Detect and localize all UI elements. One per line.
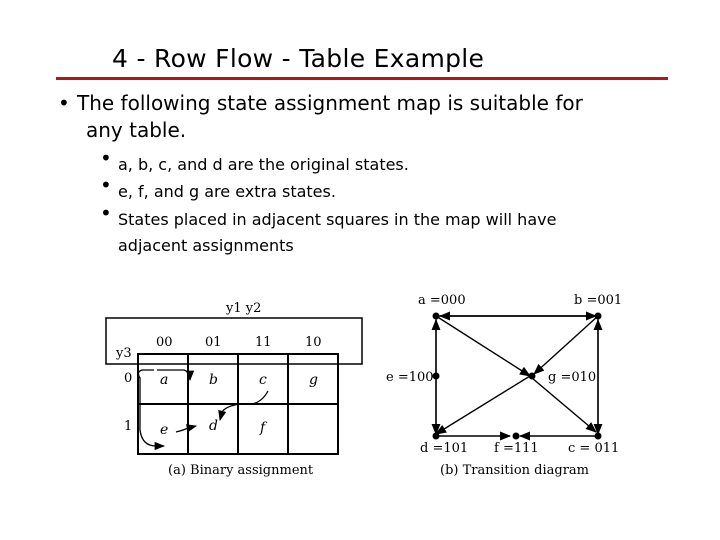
- bullet-icon: •: [58, 91, 70, 115]
- sub-bullet-text: States placed in adjacent squares in the map will have: [118, 210, 557, 229]
- label-d: d =101: [420, 441, 469, 456]
- label-a: a =000: [418, 293, 466, 308]
- node-g: [529, 373, 536, 380]
- cell-b: b: [209, 372, 218, 388]
- top-variable-label: y1 y2: [226, 301, 262, 316]
- col-header: 11: [255, 335, 272, 350]
- edge-g-d: [436, 376, 530, 434]
- caption-b: (b) Transition diagram: [440, 463, 589, 478]
- binary-assignment-map: [106, 301, 362, 478]
- sub-bullet-text: e, f, and g are extra states.: [118, 182, 336, 201]
- sub-bullet-text: a, b, c, and d are the original states.: [118, 155, 409, 174]
- row-header: 0: [124, 371, 133, 386]
- node-a: [433, 313, 440, 320]
- col-header: 10: [305, 335, 322, 350]
- arrow-e-to-d: [176, 426, 196, 432]
- caption-a: (a) Binary assignment: [168, 463, 314, 478]
- transition-diagram: [386, 293, 622, 478]
- cell-c: c: [259, 372, 267, 388]
- edge-b-g: [534, 316, 598, 374]
- node-b: [595, 313, 602, 320]
- row-header: 1: [124, 419, 133, 434]
- col-header: 01: [205, 335, 222, 350]
- label-c: c = 011: [568, 441, 620, 456]
- main-bullet-line1: The following state assignment map is suitable for: [77, 91, 583, 115]
- cell-f: f: [260, 420, 266, 436]
- bullet-icon: •: [100, 173, 112, 197]
- col-header: 00: [156, 335, 173, 350]
- label-g: g =010: [548, 370, 597, 385]
- arrow-c-to-d: [220, 391, 268, 420]
- label-e: e =100: [386, 370, 434, 385]
- cell-d: d: [209, 418, 218, 434]
- bullet-icon: •: [100, 146, 112, 170]
- edge-g-c: [532, 378, 596, 432]
- slide-title: 4 - Row Flow - Table Example: [112, 44, 485, 73]
- node-c: [595, 433, 602, 440]
- node-e: [433, 373, 440, 380]
- bullet-icon: •: [100, 201, 112, 225]
- cell-a: a: [160, 372, 169, 388]
- cell-e: e: [160, 422, 169, 438]
- edge-a-g: [436, 316, 530, 376]
- sub-bullet-text-cont: adjacent assignments: [118, 236, 294, 255]
- label-f: f =111: [494, 441, 539, 456]
- side-variable-label: y3: [116, 346, 132, 361]
- main-bullet-line2: any table.: [86, 118, 187, 142]
- node-f: [513, 433, 520, 440]
- header-band: [106, 318, 362, 364]
- label-b: b =001: [574, 293, 623, 308]
- node-d: [433, 433, 440, 440]
- cell-g: g: [309, 372, 318, 388]
